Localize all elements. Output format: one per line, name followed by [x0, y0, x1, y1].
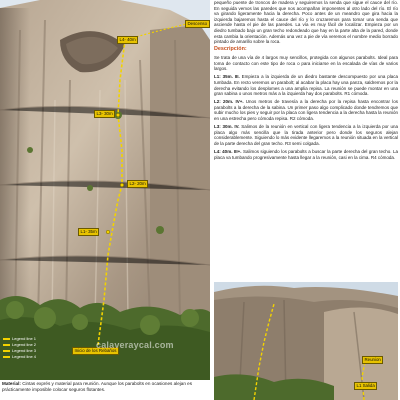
- legend-swatch: [3, 350, 10, 353]
- route-description: [214, 0, 398, 282]
- legend-swatch: [3, 356, 10, 359]
- pitch-label: L1: 35m. III.: [214, 74, 240, 80]
- pitch2-label: L2- 20m: [127, 180, 148, 188]
- exit-label: L1 Salida: [354, 382, 377, 390]
- pitch-text: Unos metros de travesía a la derecha por la repisa hasta encontrar los parabolts a la derecha de la sabina. Un primer paso algo complicado donde tendremos que subir mucho los pies y seguir por la placa con ligera tendencia a la derecha hasta la reunión en una estrecha pero cómoda repisa. R2 cómoda.: [214, 99, 398, 122]
- approach-paragraph: pequeño puente de troncos de madera y seguiremos la senda que sigue el cauce del río. En seguida vemos las paredes que nos acompañan imponentes al otro lado del río. El río va girando ligeramente hacia la derecha. Poco antes de un meandro que gira hacia la izquierda bajaremos hasta el cauce del río y lo cruzaremos para tomar una senda que asciende hasta el pie de las paredes. La vía es muy fácil de localizar. Empieza por un diedro tumbado bajo un gran techo redondeado que hay en la parte alta de la pared, donde esta cambia la orientación. Además una vez a pie de vía veremos el nombre medio borrado pintado de amarillo sobre la roca.: [214, 0, 398, 45]
- pitch1-label: L1- 35m: [78, 228, 99, 236]
- start-label: Inicio de los Rebaños: [72, 347, 119, 355]
- pitch-label: L2: 20m. IV+.: [214, 99, 244, 105]
- pitch-label: L3: 30m. IV.: [214, 124, 240, 130]
- description-paragraph: Se trata de una vía de 4 largos muy sencillos, protegida con algunos parabolts. Ideal para toma de contacto con este tipo de roca o para iniciarse en la escalada de vías de varios largos.: [214, 54, 398, 72]
- legend-swatch: [3, 338, 10, 341]
- pitch-paragraph: [214, 149, 398, 160]
- pitch-text: Salimos siguiendo los parabolts a buscar la parte derecha del gran techo. La placa va tumbando progresivamente hasta llegar a la reunión, casi en la cima. R4 cómoda.: [214, 149, 398, 160]
- material-label: Material:: [2, 381, 21, 386]
- watermark: calaveraycal.com: [96, 340, 174, 350]
- pitch-text: Empieza a la izquierda de un diedro bastante descompuesto por una placa tumbada. En recto veremos un parabolt; al acabar la placa hay una panza, saldremos por la derecha evitando los desplomes a una amplia repisa. La reunión se puede montar en una gran sabina o unos metros más a la izquierda hay dos parabolts. R1 cómoda.: [214, 74, 398, 97]
- detail-photo: [214, 282, 398, 400]
- pitch4-label: L4- 40m: [117, 36, 138, 44]
- reunion-label: Reunion: [362, 356, 383, 364]
- route-legend: [3, 336, 39, 360]
- pitch-text: Salimos de la reunión en vertical con ligera tendencia a la izquierda por una placa algo más sencilla que la tirada anterior pero donde los seguros alejan considerablemente. Siguiendo lo más evidente llegaremos a la reunión situada en la vertical de la parte derecha del gran techo. R3 semi colgada.: [214, 124, 398, 147]
- pitch-label: L4: 40m. III+.: [214, 149, 242, 155]
- legend-swatch: [3, 344, 10, 347]
- legend-text: Legend line 3: [12, 348, 37, 353]
- material-caption: [0, 380, 210, 400]
- material-text: Cintas exprés y material para reunión. Aunque los parabolts en ocasiones alejan es prácticamente imposible colocar seguros flotantes.: [2, 381, 193, 392]
- legend-text: Legend line 4: [12, 354, 37, 359]
- legend-text: Legend line 1: [12, 336, 37, 341]
- descent-label: Descenso: [185, 20, 210, 28]
- pitch3-label: L3- 30m: [94, 110, 115, 118]
- pitch-paragraph: [214, 99, 398, 121]
- pitch-paragraph: [214, 74, 398, 96]
- legend-row: [3, 354, 39, 360]
- description-heading: Descripción:: [214, 46, 247, 53]
- pitch-paragraph: [214, 124, 398, 146]
- main-crag-photo: [0, 0, 210, 380]
- legend-text: Legend line 2: [12, 342, 37, 347]
